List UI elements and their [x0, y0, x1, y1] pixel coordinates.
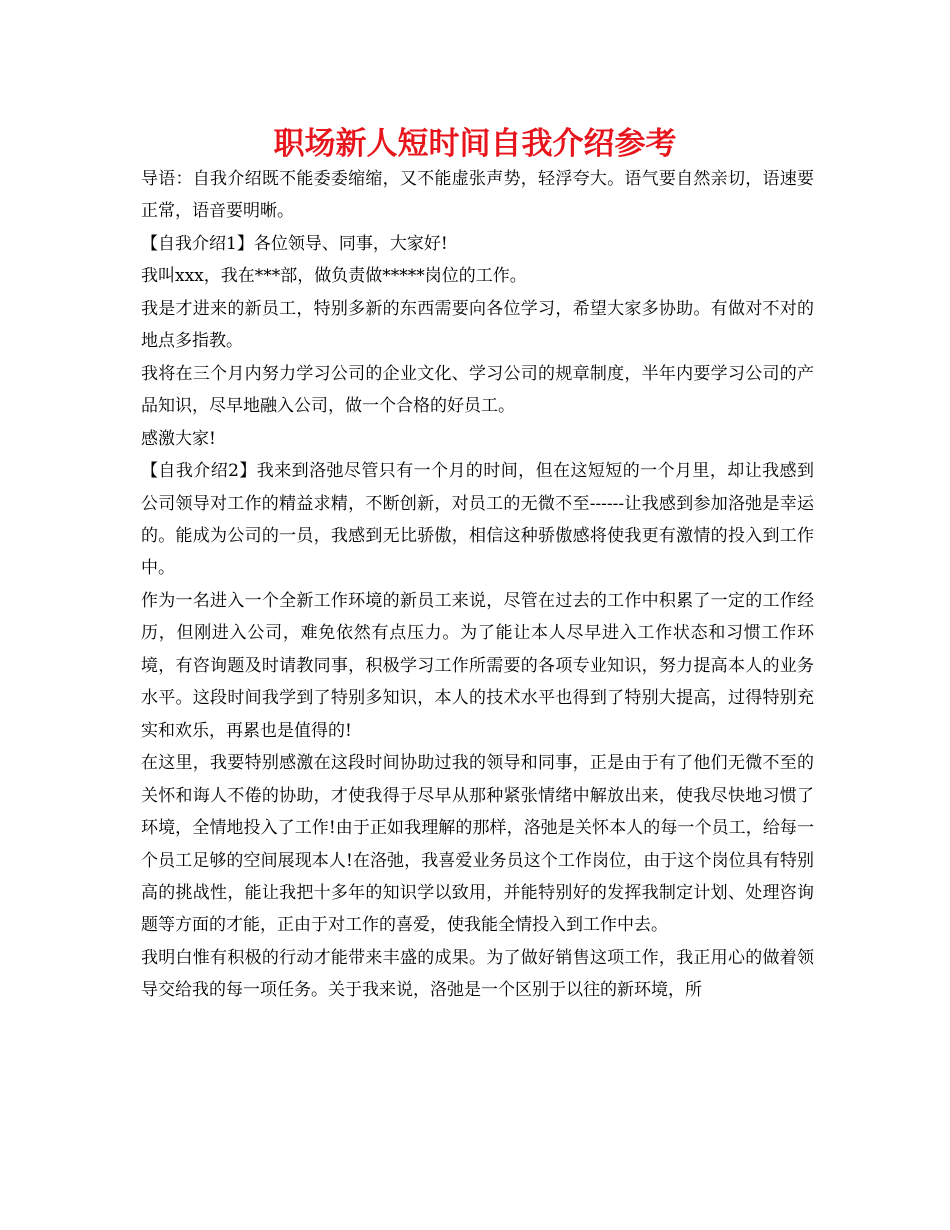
paragraph-new-employee: 我是才进来的新员工，特别多新的东西需要向各位学习，希望大家多协助。有做对不对的地点多指教。 — [141, 298, 814, 352]
paragraph-intro2: 【自我介绍2】我来到洛弛尽管只有一个月的时间，但在这短短的一个月里，却让我感到公司领导对工作的精益求精，不断创新，对员工的无微不至------让我感到参加洛弛是幸运的。能成为公司的一员，我感到无比骄傲，相信这种骄傲感将使我更有激情的投入到工作中。 — [141, 461, 814, 579]
paragraph-action: 我明白惟有积极的行动才能带来丰盛的成果。为了做好销售这项工作，我正用心的做着领导交给我的每一项任务。关于我来说，洛弛是一个区别于以往的新环境，所 — [141, 947, 814, 1001]
paragraph-new-environment: 作为一名进入一个全新工作环境的新员工来说，尽管在过去的工作中积累了一定的工作经历，但刚进入公司，难免依然有点压力。为了能让本人尽早进入工作状态和习惯工作环境，有咨询题及时请教同事，积极学习工作所需要的各项专业知识，努力提高本人的业务水平。这段时间我学到了特别多知识，本人的技术水平也得到了特别大提高，过得特别充实和欢乐，再累也是值得的! — [141, 590, 814, 741]
document-title: 职场新人短时间自我介绍参考 — [273, 126, 677, 162]
paragraph-gratitude: 在这里，我要特别感激在这段时间协助过我的领导和同事，正是由于有了他们无微不至的关怀和诲人不倦的协助，才使我得于尽早从那种紧张情绪中解放出来，使我尽快地习惯了环境，全情地投入了工作!由于正如我理解的那样，洛弛是关怀本人的每一个员工，给每一个员工足够的空间展现本人!在洛弛，我喜爱业务员这个工作岗位，由于这个岗位具有特别高的挑战性，能让我把十多年的知识学以致用，并能特别好的发挥我制定计划、处理咨询题等方面的才能，正由于对工作的喜爱，使我能全情投入到工作中去。 — [141, 753, 814, 936]
document-body — [141, 163, 814, 1007]
paragraph-intro: 导语：自我介绍既不能委委缩缩，又不能虚张声势，轻浮夸大。语气要自然亲切，语速要正常，语音要明晰。 — [141, 169, 814, 222]
paragraph-plan: 我将在三个月内努力学习公司的企业文化、学习公司的规章制度，半年内要学习公司的产品知识，尽早地融入公司，做一个合格的好员工。 — [141, 363, 814, 417]
paragraph-intro1-heading: 【自我介绍1】各位领导、同事，大家好! — [141, 233, 448, 254]
paragraph-thanks: 感激大家! — [141, 428, 216, 449]
paragraph-name-line: 我叫xxx，我在***部，做负责做*****岗位的工作。 — [141, 266, 527, 287]
